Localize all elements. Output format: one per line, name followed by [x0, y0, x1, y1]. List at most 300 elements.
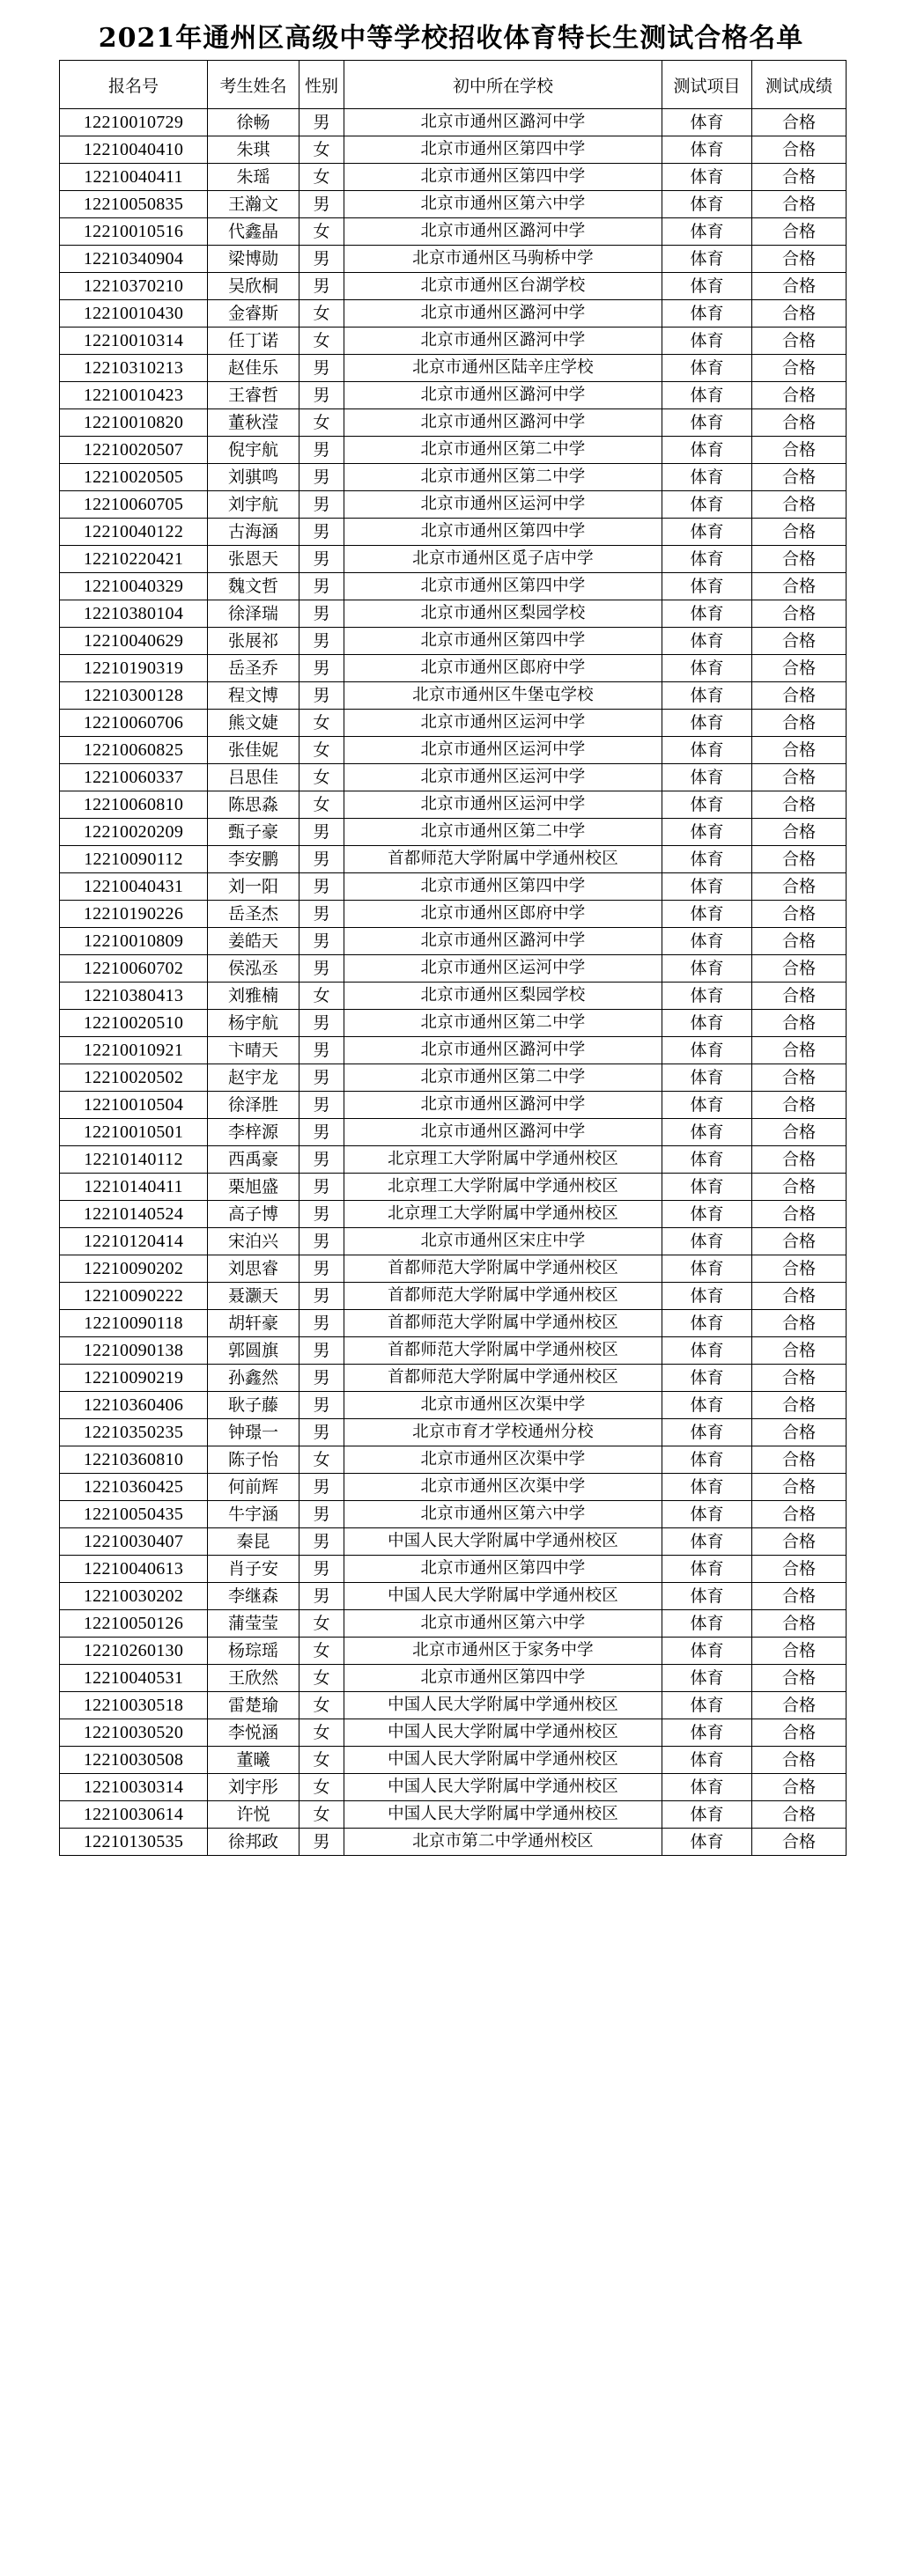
table-row: [60, 409, 847, 437]
registration-number-cell: 12210120414: [60, 1228, 208, 1255]
test-result-cell: 合格: [752, 1037, 847, 1064]
junior-school-cell: 北京市通州区马驹桥中学: [344, 246, 662, 273]
table-body: [60, 109, 847, 1856]
junior-school-cell: 北京市通州区第四中学: [344, 628, 662, 655]
student-name-cell: 卞晴天: [208, 1037, 299, 1064]
gender-cell: 男: [299, 382, 344, 409]
student-name-cell: 姜皓天: [208, 928, 299, 955]
junior-school-cell: 北京市通州区潞河中学: [344, 109, 662, 136]
test-item-cell: 体育: [662, 1665, 752, 1692]
test-result-cell: 合格: [752, 300, 847, 328]
junior-school-cell: 首都师范大学附属中学通州校区: [344, 846, 662, 873]
gender-cell: 女: [299, 300, 344, 328]
junior-school-cell: 中国人民大学附属中学通州校区: [344, 1747, 662, 1774]
test-item-cell: 体育: [662, 437, 752, 464]
test-result-cell: 合格: [752, 628, 847, 655]
student-name-cell: 刘骐鸣: [208, 464, 299, 491]
registration-number-cell: 12210020507: [60, 437, 208, 464]
test-item-cell: 体育: [662, 328, 752, 355]
junior-school-cell: 北京市通州区运河中学: [344, 491, 662, 519]
table-row: [60, 1392, 847, 1419]
test-result-cell: 合格: [752, 136, 847, 164]
gender-cell: 男: [299, 519, 344, 546]
table-row: [60, 1528, 847, 1556]
table-row: [60, 300, 847, 328]
registration-number-cell: 12210030520: [60, 1719, 208, 1747]
registration-number-cell: 12210220421: [60, 546, 208, 573]
registration-number-cell: 12210060706: [60, 710, 208, 737]
test-result-cell: 合格: [752, 164, 847, 191]
test-item-cell: 体育: [662, 791, 752, 819]
registration-number-cell: 12210060810: [60, 791, 208, 819]
registration-number-cell: 12210030314: [60, 1774, 208, 1801]
test-result-cell: 合格: [752, 1474, 847, 1501]
student-name-cell: 古海涵: [208, 519, 299, 546]
gender-cell: 男: [299, 1474, 344, 1501]
test-result-cell: 合格: [752, 1365, 847, 1392]
test-result-cell: 合格: [752, 1774, 847, 1801]
column-header-registration-number: 报名号: [60, 61, 208, 109]
registration-number-cell: 12210360810: [60, 1446, 208, 1474]
gender-cell: 男: [299, 246, 344, 273]
gender-cell: 女: [299, 1801, 344, 1829]
student-name-cell: 代鑫晶: [208, 218, 299, 246]
gender-cell: 男: [299, 1583, 344, 1610]
test-result-cell: 合格: [752, 1064, 847, 1092]
student-name-cell: 徐邦政: [208, 1829, 299, 1856]
test-item-cell: 体育: [662, 1174, 752, 1201]
student-name-cell: 杨琮瑶: [208, 1638, 299, 1665]
test-result-cell: 合格: [752, 873, 847, 901]
junior-school-cell: 北京市通州区运河中学: [344, 955, 662, 983]
test-item-cell: 体育: [662, 819, 752, 846]
registration-number-cell: 12210020502: [60, 1064, 208, 1092]
table-row: [60, 1501, 847, 1528]
registration-number-cell: 12210050435: [60, 1501, 208, 1528]
student-name-cell: 李悦涵: [208, 1719, 299, 1747]
table-row: [60, 791, 847, 819]
registration-number-cell: 12210380104: [60, 600, 208, 628]
student-name-cell: 金睿斯: [208, 300, 299, 328]
table-row: [60, 273, 847, 300]
junior-school-cell: 北京理工大学附属中学通州校区: [344, 1174, 662, 1201]
test-result-cell: 合格: [752, 1610, 847, 1638]
table-row: [60, 1365, 847, 1392]
table-row: [60, 1337, 847, 1365]
test-result-cell: 合格: [752, 1310, 847, 1337]
gender-cell: 女: [299, 983, 344, 1010]
junior-school-cell: 北京市通州区宋庄中学: [344, 1228, 662, 1255]
test-result-cell: 合格: [752, 109, 847, 136]
gender-cell: 男: [299, 1829, 344, 1856]
table-row: [60, 1638, 847, 1665]
junior-school-cell: 北京市通州区于家务中学: [344, 1638, 662, 1665]
gender-cell: 女: [299, 1774, 344, 1801]
test-result-cell: 合格: [752, 1556, 847, 1583]
test-result-cell: 合格: [752, 928, 847, 955]
test-item-cell: 体育: [662, 928, 752, 955]
table-row: [60, 1719, 847, 1747]
junior-school-cell: 北京市通州区第四中学: [344, 573, 662, 600]
gender-cell: 女: [299, 136, 344, 164]
test-item-cell: 体育: [662, 546, 752, 573]
student-name-cell: 李继森: [208, 1583, 299, 1610]
gender-cell: 男: [299, 464, 344, 491]
test-result-cell: 合格: [752, 1201, 847, 1228]
student-name-cell: 肖子安: [208, 1556, 299, 1583]
junior-school-cell: 北京市通州区第四中学: [344, 164, 662, 191]
registration-number-cell: 12210040629: [60, 628, 208, 655]
junior-school-cell: 中国人民大学附属中学通州校区: [344, 1801, 662, 1829]
test-result-cell: 合格: [752, 1283, 847, 1310]
student-name-cell: 秦昆: [208, 1528, 299, 1556]
test-item-cell: 体育: [662, 273, 752, 300]
registration-number-cell: 12210020505: [60, 464, 208, 491]
table-row: [60, 1092, 847, 1119]
column-header-student-name: 考生姓名: [208, 61, 299, 109]
test-result-cell: 合格: [752, 1119, 847, 1146]
junior-school-cell: 北京市通州区潞河中学: [344, 409, 662, 437]
student-name-cell: 牛宇涵: [208, 1501, 299, 1528]
column-header-gender: 性别: [299, 61, 344, 109]
registration-number-cell: 12210010921: [60, 1037, 208, 1064]
table-row: [60, 1556, 847, 1583]
student-name-cell: 刘一阳: [208, 873, 299, 901]
registration-number-cell: 12210360406: [60, 1392, 208, 1419]
student-name-cell: 梁博勋: [208, 246, 299, 273]
gender-cell: 女: [299, 1610, 344, 1638]
registration-number-cell: 12210090219: [60, 1365, 208, 1392]
table-row: [60, 628, 847, 655]
registration-number-cell: 12210370210: [60, 273, 208, 300]
junior-school-cell: 北京市通州区运河中学: [344, 710, 662, 737]
registration-number-cell: 12210140112: [60, 1146, 208, 1174]
student-name-cell: 宋泊兴: [208, 1228, 299, 1255]
column-header-test-item: 测试项目: [662, 61, 752, 109]
test-result-cell: 合格: [752, 437, 847, 464]
table-row: [60, 928, 847, 955]
gender-cell: 男: [299, 437, 344, 464]
junior-school-cell: 北京市第二中学通州校区: [344, 1829, 662, 1856]
table-row: [60, 1692, 847, 1719]
test-result-cell: 合格: [752, 1092, 847, 1119]
table-row: [60, 1010, 847, 1037]
test-item-cell: 体育: [662, 109, 752, 136]
test-result-cell: 合格: [752, 791, 847, 819]
test-result-cell: 合格: [752, 246, 847, 273]
student-name-cell: 刘雅楠: [208, 983, 299, 1010]
junior-school-cell: 北京市通州区潞河中学: [344, 1092, 662, 1119]
test-item-cell: 体育: [662, 682, 752, 710]
test-result-cell: 合格: [752, 1692, 847, 1719]
test-item-cell: 体育: [662, 136, 752, 164]
gender-cell: 男: [299, 1174, 344, 1201]
registration-number-cell: 12210050126: [60, 1610, 208, 1638]
test-item-cell: 体育: [662, 1228, 752, 1255]
test-item-cell: 体育: [662, 1747, 752, 1774]
test-result-cell: 合格: [752, 1665, 847, 1692]
student-name-cell: 耿子藤: [208, 1392, 299, 1419]
test-item-cell: 体育: [662, 1064, 752, 1092]
table-row: [60, 246, 847, 273]
student-name-cell: 侯泓丞: [208, 955, 299, 983]
registration-number-cell: 12210020209: [60, 819, 208, 846]
gender-cell: 男: [299, 273, 344, 300]
student-name-cell: 陈思淼: [208, 791, 299, 819]
gender-cell: 男: [299, 191, 344, 218]
junior-school-cell: 北京市通州区次渠中学: [344, 1446, 662, 1474]
table-row: [60, 1228, 847, 1255]
test-item-cell: 体育: [662, 164, 752, 191]
test-result-cell: 合格: [752, 1228, 847, 1255]
test-result-cell: 合格: [752, 1528, 847, 1556]
junior-school-cell: 北京市通州区第四中学: [344, 136, 662, 164]
table-row: [60, 1201, 847, 1228]
table-row: [60, 1829, 847, 1856]
gender-cell: 女: [299, 1446, 344, 1474]
table-row: [60, 710, 847, 737]
student-name-cell: 朱琪: [208, 136, 299, 164]
gender-cell: 男: [299, 1556, 344, 1583]
table-row: [60, 1037, 847, 1064]
registration-number-cell: 12210300128: [60, 682, 208, 710]
gender-cell: 男: [299, 901, 344, 928]
student-name-cell: 何前辉: [208, 1474, 299, 1501]
test-item-cell: 体育: [662, 1446, 752, 1474]
gender-cell: 女: [299, 1638, 344, 1665]
registration-number-cell: 12210040531: [60, 1665, 208, 1692]
junior-school-cell: 北京理工大学附属中学通州校区: [344, 1146, 662, 1174]
test-result-cell: 合格: [752, 737, 847, 764]
table-row: [60, 519, 847, 546]
test-item-cell: 体育: [662, 1638, 752, 1665]
test-item-cell: 体育: [662, 846, 752, 873]
student-name-cell: 郭圆旗: [208, 1337, 299, 1365]
table-row: [60, 901, 847, 928]
junior-school-cell: 首都师范大学附属中学通州校区: [344, 1337, 662, 1365]
test-item-cell: 体育: [662, 191, 752, 218]
test-result-cell: 合格: [752, 1419, 847, 1446]
test-item-cell: 体育: [662, 873, 752, 901]
registration-number-cell: 12210010423: [60, 382, 208, 409]
student-name-cell: 倪宇航: [208, 437, 299, 464]
junior-school-cell: 北京市通州区运河中学: [344, 764, 662, 791]
student-name-cell: 胡轩豪: [208, 1310, 299, 1337]
registration-number-cell: 12210090118: [60, 1310, 208, 1337]
gender-cell: 男: [299, 1310, 344, 1337]
gender-cell: 男: [299, 491, 344, 519]
gender-cell: 男: [299, 955, 344, 983]
table-row: [60, 983, 847, 1010]
test-item-cell: 体育: [662, 1474, 752, 1501]
junior-school-cell: 北京市通州区运河中学: [344, 737, 662, 764]
gender-cell: 男: [299, 1255, 344, 1283]
junior-school-cell: 北京市通州区第四中学: [344, 1665, 662, 1692]
table-row: [60, 1119, 847, 1146]
test-item-cell: 体育: [662, 628, 752, 655]
junior-school-cell: 北京市通州区郎府中学: [344, 901, 662, 928]
test-item-cell: 体育: [662, 409, 752, 437]
test-result-cell: 合格: [752, 1583, 847, 1610]
student-name-cell: 吕思佳: [208, 764, 299, 791]
gender-cell: 女: [299, 1665, 344, 1692]
gender-cell: 女: [299, 791, 344, 819]
test-item-cell: 体育: [662, 300, 752, 328]
test-result-cell: 合格: [752, 600, 847, 628]
student-name-cell: 徐泽胜: [208, 1092, 299, 1119]
student-name-cell: 刘宇彤: [208, 1774, 299, 1801]
junior-school-cell: 北京市通州区第六中学: [344, 1610, 662, 1638]
test-item-cell: 体育: [662, 491, 752, 519]
gender-cell: 男: [299, 819, 344, 846]
student-name-cell: 王瀚文: [208, 191, 299, 218]
test-result-cell: 合格: [752, 464, 847, 491]
table-row: [60, 1146, 847, 1174]
gender-cell: 男: [299, 1228, 344, 1255]
test-item-cell: 体育: [662, 355, 752, 382]
junior-school-cell: 北京市通州区梨园学校: [344, 600, 662, 628]
student-name-cell: 吴欣桐: [208, 273, 299, 300]
registration-number-cell: 12210090112: [60, 846, 208, 873]
test-item-cell: 体育: [662, 1556, 752, 1583]
table-row: [60, 682, 847, 710]
registration-number-cell: 12210040613: [60, 1556, 208, 1583]
student-name-cell: 栗旭盛: [208, 1174, 299, 1201]
junior-school-cell: 北京市通州区第二中学: [344, 1064, 662, 1092]
registration-number-cell: 12210010516: [60, 218, 208, 246]
student-name-cell: 张佳妮: [208, 737, 299, 764]
registration-number-cell: 12210040329: [60, 573, 208, 600]
student-name-cell: 徐泽瑞: [208, 600, 299, 628]
test-result-cell: 合格: [752, 355, 847, 382]
registration-number-cell: 12210010314: [60, 328, 208, 355]
gender-cell: 女: [299, 764, 344, 791]
table-row: [60, 382, 847, 409]
student-name-cell: 高子博: [208, 1201, 299, 1228]
test-item-cell: 体育: [662, 246, 752, 273]
test-result-cell: 合格: [752, 273, 847, 300]
test-result-cell: 合格: [752, 819, 847, 846]
test-result-cell: 合格: [752, 710, 847, 737]
test-result-cell: 合格: [752, 382, 847, 409]
junior-school-cell: 北京市通州区运河中学: [344, 791, 662, 819]
test-item-cell: 体育: [662, 1010, 752, 1037]
junior-school-cell: 北京市通州区潞河中学: [344, 300, 662, 328]
gender-cell: 男: [299, 1201, 344, 1228]
junior-school-cell: 北京市通州区第二中学: [344, 464, 662, 491]
junior-school-cell: 北京市通州区第六中学: [344, 1501, 662, 1528]
table-row: [60, 464, 847, 491]
test-item-cell: 体育: [662, 1337, 752, 1365]
junior-school-cell: 北京市通州区第二中学: [344, 1010, 662, 1037]
gender-cell: 男: [299, 628, 344, 655]
test-item-cell: 体育: [662, 1283, 752, 1310]
test-result-cell: 合格: [752, 1747, 847, 1774]
student-name-cell: 王睿哲: [208, 382, 299, 409]
gender-cell: 男: [299, 1092, 344, 1119]
student-name-cell: 朱瑶: [208, 164, 299, 191]
registration-number-cell: 12210030614: [60, 1801, 208, 1829]
table-row: [60, 1255, 847, 1283]
junior-school-cell: 北京市通州区潞河中学: [344, 218, 662, 246]
student-name-cell: 聂灏天: [208, 1283, 299, 1310]
student-name-cell: 陈子怡: [208, 1446, 299, 1474]
test-item-cell: 体育: [662, 1092, 752, 1119]
student-name-cell: 岳圣杰: [208, 901, 299, 928]
test-result-cell: 合格: [752, 218, 847, 246]
test-result-cell: 合格: [752, 519, 847, 546]
test-result-cell: 合格: [752, 573, 847, 600]
test-result-cell: 合格: [752, 546, 847, 573]
gender-cell: 男: [299, 655, 344, 682]
registration-number-cell: 12210010809: [60, 928, 208, 955]
test-result-cell: 合格: [752, 1010, 847, 1037]
table-row: [60, 573, 847, 600]
junior-school-cell: 北京市通州区第四中学: [344, 519, 662, 546]
test-item-cell: 体育: [662, 1583, 752, 1610]
junior-school-cell: 北京市通州区台湖学校: [344, 273, 662, 300]
junior-school-cell: 北京市通州区牛堡屯学校: [344, 682, 662, 710]
junior-school-cell: 中国人民大学附属中学通州校区: [344, 1528, 662, 1556]
test-item-cell: 体育: [662, 600, 752, 628]
test-result-cell: 合格: [752, 328, 847, 355]
test-item-cell: 体育: [662, 1419, 752, 1446]
test-item-cell: 体育: [662, 519, 752, 546]
gender-cell: 男: [299, 109, 344, 136]
junior-school-cell: 北京市通州区梨园学校: [344, 983, 662, 1010]
gender-cell: 男: [299, 1064, 344, 1092]
student-name-cell: 岳圣乔: [208, 655, 299, 682]
junior-school-cell: 中国人民大学附属中学通州校区: [344, 1719, 662, 1747]
test-result-cell: 合格: [752, 1501, 847, 1528]
student-name-cell: 赵宇龙: [208, 1064, 299, 1092]
table-row: [60, 218, 847, 246]
table-row: [60, 1283, 847, 1310]
test-result-cell: 合格: [752, 1446, 847, 1474]
gender-cell: 男: [299, 573, 344, 600]
test-result-cell: 合格: [752, 764, 847, 791]
gender-cell: 男: [299, 1283, 344, 1310]
gender-cell: 男: [299, 1119, 344, 1146]
test-item-cell: 体育: [662, 983, 752, 1010]
test-result-cell: 合格: [752, 901, 847, 928]
student-name-cell: 李梓源: [208, 1119, 299, 1146]
test-item-cell: 体育: [662, 737, 752, 764]
student-name-cell: 孙鑫然: [208, 1365, 299, 1392]
gender-cell: 男: [299, 1010, 344, 1037]
junior-school-cell: 首都师范大学附属中学通州校区: [344, 1365, 662, 1392]
test-result-cell: 合格: [752, 846, 847, 873]
junior-school-cell: 北京市通州区第四中学: [344, 873, 662, 901]
registration-number-cell: 12210060702: [60, 955, 208, 983]
registration-number-cell: 12210030202: [60, 1583, 208, 1610]
student-name-cell: 张恩天: [208, 546, 299, 573]
table-row: [60, 164, 847, 191]
student-name-cell: 张展祁: [208, 628, 299, 655]
registration-number-cell: 12210380413: [60, 983, 208, 1010]
table-row: [60, 1419, 847, 1446]
test-item-cell: 体育: [662, 573, 752, 600]
junior-school-cell: 首都师范大学附属中学通州校区: [344, 1283, 662, 1310]
junior-school-cell: 北京市通州区次渠中学: [344, 1392, 662, 1419]
test-item-cell: 体育: [662, 764, 752, 791]
student-name-cell: 刘思睿: [208, 1255, 299, 1283]
registration-number-cell: 12210030518: [60, 1692, 208, 1719]
table-row: [60, 1747, 847, 1774]
table-row: [60, 355, 847, 382]
gender-cell: 女: [299, 164, 344, 191]
test-result-cell: 合格: [752, 1829, 847, 1856]
